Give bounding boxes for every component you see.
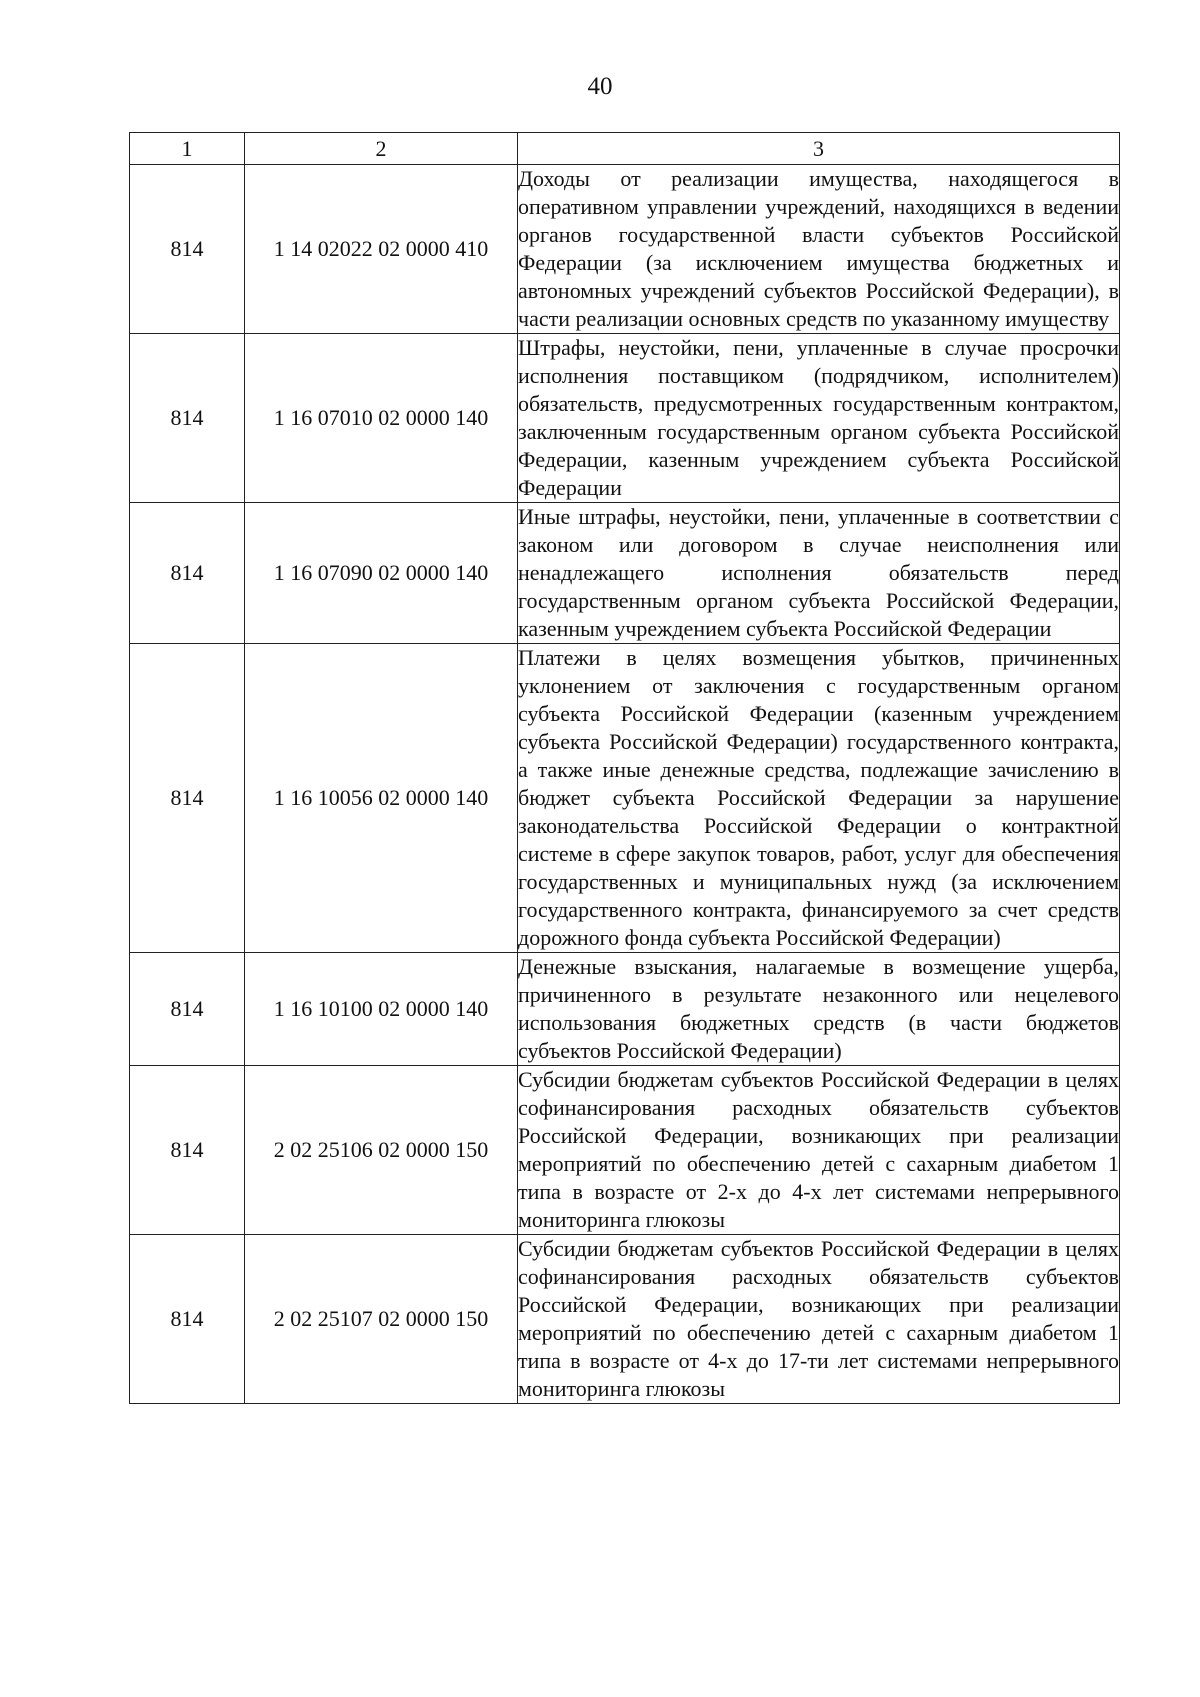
admin-code-cell: 814 [130, 953, 245, 1066]
column-header-2: 2 [245, 133, 518, 165]
description-cell: Штрафы, неустойки, пени, уплаченные в случае просрочки исполнения поставщиком (подрядчиком, исполнителем) обязательств, предусмотренных государственным контрактом, заключенным государственным органом субъекта Российской Федерации, казенным учреждением субъекта Российской Федерации [518, 334, 1120, 503]
description-cell: Денежные взыскания, налагаемые в возмещение ущерба, причиненного в результате незаконного или нецелевого использования бюджетных средств (в части бюджетов субъектов Российской Федерации) [518, 953, 1120, 1066]
table-row [130, 1235, 1120, 1404]
table-row [130, 1066, 1120, 1235]
description-cell: Субсидии бюджетам субъектов Российской Федерации в целях софинансирования расходных обязательств субъектов Российской Федерации, возникающих при реализации мероприятий по обеспечению детей с сахарным диабетом 1 типа в возрасте от 2-х до 4-х лет системами непрерывного мониторинга глюкозы [518, 1066, 1120, 1235]
description-cell: Иные штрафы, неустойки, пени, уплаченные в соответствии с законом или договором в случае неисполнения или ненадлежащего исполнения обязательств перед государственным органом субъекта Российской Федерации, казенным учреждением субъекта Российской Федерации [518, 503, 1120, 644]
admin-code-cell: 814 [130, 1235, 245, 1404]
table-row [130, 953, 1120, 1066]
admin-code-cell: 814 [130, 503, 245, 644]
admin-code-cell: 814 [130, 1066, 245, 1235]
table-row [130, 644, 1120, 953]
admin-code-cell: 814 [130, 334, 245, 503]
description-cell: Платежи в целях возмещения убытков, причиненных уклонением от заключения с государственным органом субъекта Российской Федерации (казенным учреждением субъекта Российской Федерации) государственного контракта, а также иные денежные средства, подлежащие зачислению в бюджет субъекта Российской Федерации за нарушение законодательства Российской Федерации о контрактной системе в сфере закупок товаров, работ, услуг для обеспечения государственных и муниципальных нужд (за исключением государственного контракта, финансируемого за счет средств дорожного фонда субъекта Российской Федерации) [518, 644, 1120, 953]
description-cell: Субсидии бюджетам субъектов Российской Федерации в целях софинансирования расходных обязательств субъектов Российской Федерации, возникающих при реализации мероприятий по обеспечению детей с сахарным диабетом 1 типа в возрасте от 4-х до 17-ти лет системами непрерывного мониторинга глюкозы [518, 1235, 1120, 1404]
table-row [130, 503, 1120, 644]
revenue-codes-table [129, 132, 1120, 1404]
admin-code-cell: 814 [130, 165, 245, 334]
table-header-row [130, 133, 1120, 165]
budget-code-cell: 1 16 07090 02 0000 140 [245, 503, 518, 644]
table-row [130, 165, 1120, 334]
budget-code-cell: 1 16 10100 02 0000 140 [245, 953, 518, 1066]
budget-code-cell: 2 02 25107 02 0000 150 [245, 1235, 518, 1404]
table-row [130, 334, 1120, 503]
admin-code-cell: 814 [130, 644, 245, 953]
page-number: 40 [587, 73, 613, 100]
budget-code-cell: 1 16 07010 02 0000 140 [245, 334, 518, 503]
description-cell: Доходы от реализации имущества, находящегося в оперативном управлении учреждений, находящихся в ведении органов государственной власти субъектов Российской Федерации (за исключением имущества бюджетных и автономных учреждений субъектов Российской Федерации), в части реализации основных средств по указанному имуществу [518, 165, 1120, 334]
budget-code-cell: 2 02 25106 02 0000 150 [245, 1066, 518, 1235]
column-header-1: 1 [130, 133, 245, 165]
budget-code-cell: 1 14 02022 02 0000 410 [245, 165, 518, 334]
budget-code-cell: 1 16 10056 02 0000 140 [245, 644, 518, 953]
column-header-3: 3 [518, 133, 1120, 165]
